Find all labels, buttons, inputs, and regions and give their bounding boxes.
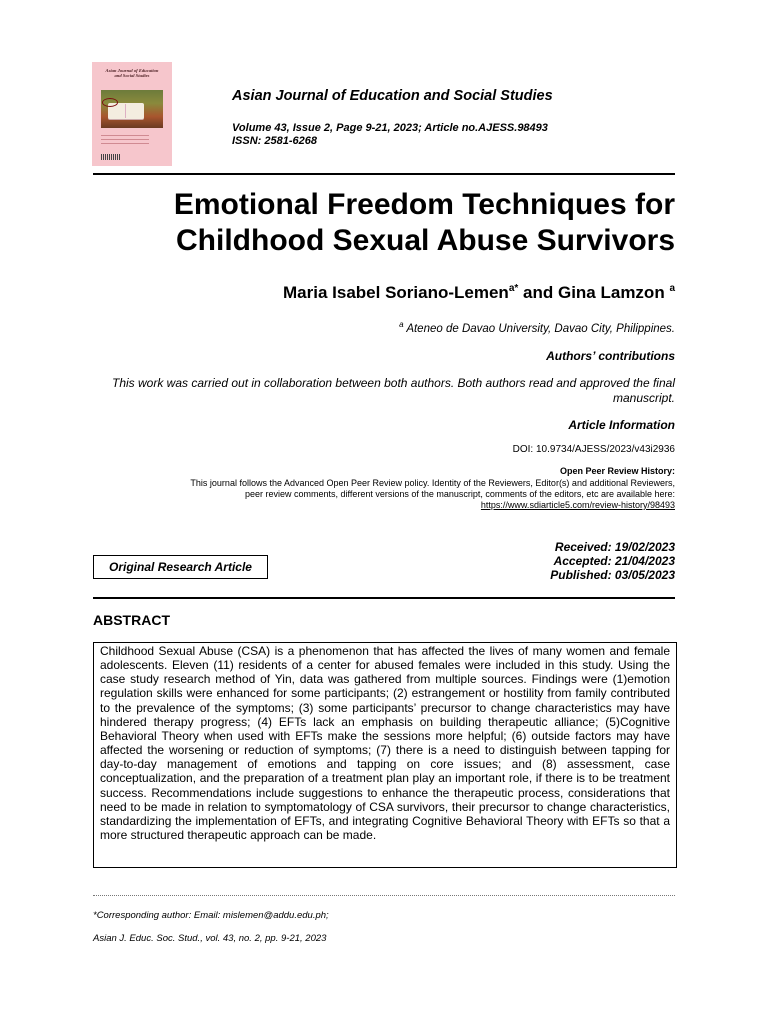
accepted-date: Accepted: 21/04/2023 <box>553 554 675 568</box>
cover-title: Asian Journal of Education and Social Studies <box>105 68 159 78</box>
affiliation <box>399 320 675 335</box>
cover-text-lines <box>101 135 149 147</box>
article-information-heading: Article Information <box>568 418 675 432</box>
author-name: Gina Lamzon <box>557 283 665 302</box>
author-affiliation-mark: a <box>669 283 675 294</box>
abstract-text: Childhood Sexual Abuse (CSA) is a phenomenon that has affected the lives of many women and female adolescents. Eleven (11) residents of a center for abused females were included in this study. Using the case study research method of Yin, data was gathered from multiple sources. Findings were (1)emotion regulation skills were enhanced for some participants; (2) estrangement or hostility from family contributed to the prevalence of the symptoms; (3) some participants’ precursor to change characteristics may have hindered therapy progress; (4) EFTs lack an emphasis on building therapeutic alliance; (5)Cognitive Behavioral Theory when used with EFTs make the sessions more helpful; (6) outside factors may have affected the worsening or reduction of symptoms; (7) there is a need to distinguish between tapping for day-to-day management of emotions and tapping on core issues; and (8) assessment, case conceptualization, and the preparation of a treatment plan play an important role, if there is to be treatment success. Recommendations include suggestions to enhance the therapeutic process, considerations that need to be made in relation to symptomatology of CSA survivors, their precursor to change characteristics, standardizing the implementation of EFTs, and integrating Cognitive Behavioral Theory with EFTs so that a more structured therapeutic approach can be made. <box>100 644 670 843</box>
journal-issn: ISSN: 2581-6268 <box>232 135 317 147</box>
footnote-separator <box>93 895 675 896</box>
received-date: Received: 19/02/2023 <box>554 540 675 554</box>
affiliation-text: Ateneo de Davao University, Davao City, Philippines. <box>406 323 675 335</box>
abstract-box <box>93 642 677 868</box>
peer-review-link[interactable]: https://www.sdiarticle5.com/review-history/98493 <box>480 500 675 510</box>
abstract-heading: ABSTRACT <box>93 612 170 628</box>
cover-glasses-graphic <box>102 98 118 107</box>
peer-review-text <box>93 478 675 511</box>
published-date: Published: 03/05/2023 <box>550 568 675 582</box>
contributions-heading: Authors’ contributions <box>546 349 675 363</box>
article-dates <box>550 540 675 582</box>
affiliation-mark: a <box>399 320 404 329</box>
article-type-label: Original Research Article <box>109 560 252 574</box>
cover-barcode <box>101 154 121 160</box>
abstract-rule <box>93 597 675 599</box>
journal-volume-line: Volume 43, Issue 2, Page 9-21, 2023; Article no.AJESS.98493 <box>232 122 548 134</box>
article-title: Emotional Freedom Techniques for Childhood Sexual Abuse Survivors <box>173 188 675 257</box>
corresponding-author-note: *Corresponding author: Email: mislemen@addu.edu.ph; <box>93 910 329 921</box>
peer-review-heading: Open Peer Review History: <box>559 466 675 476</box>
citation-line: Asian J. Educ. Soc. Stud., vol. 43, no. 2, pp. 9-21, 2023 <box>93 933 327 944</box>
author-name: Maria Isabel Soriano-Lemen <box>283 283 509 302</box>
article-type-box <box>93 555 268 579</box>
peer-review-line: peer review comments, different versions of the manuscript, comments of the editors, etc are available here: <box>244 489 675 499</box>
peer-review-line: This journal follows the Advanced Open Peer Review policy. Identity of the Reviewers, Editor(s) and additional Reviewers, <box>190 478 675 488</box>
contributions-text: This work was carried out in collaboration between both authors. Both authors read and approved the final manuscript. <box>111 376 675 405</box>
journal-title: Asian Journal of Education and Social Studies <box>232 88 553 104</box>
journal-cover-image <box>92 62 172 166</box>
author-joiner: and <box>523 283 554 302</box>
doi: DOI: 10.9734/AJESS/2023/v43i2936 <box>512 444 675 455</box>
author-list <box>283 283 675 303</box>
author-affiliation-mark: a* <box>508 283 519 294</box>
header-rule <box>93 173 675 175</box>
